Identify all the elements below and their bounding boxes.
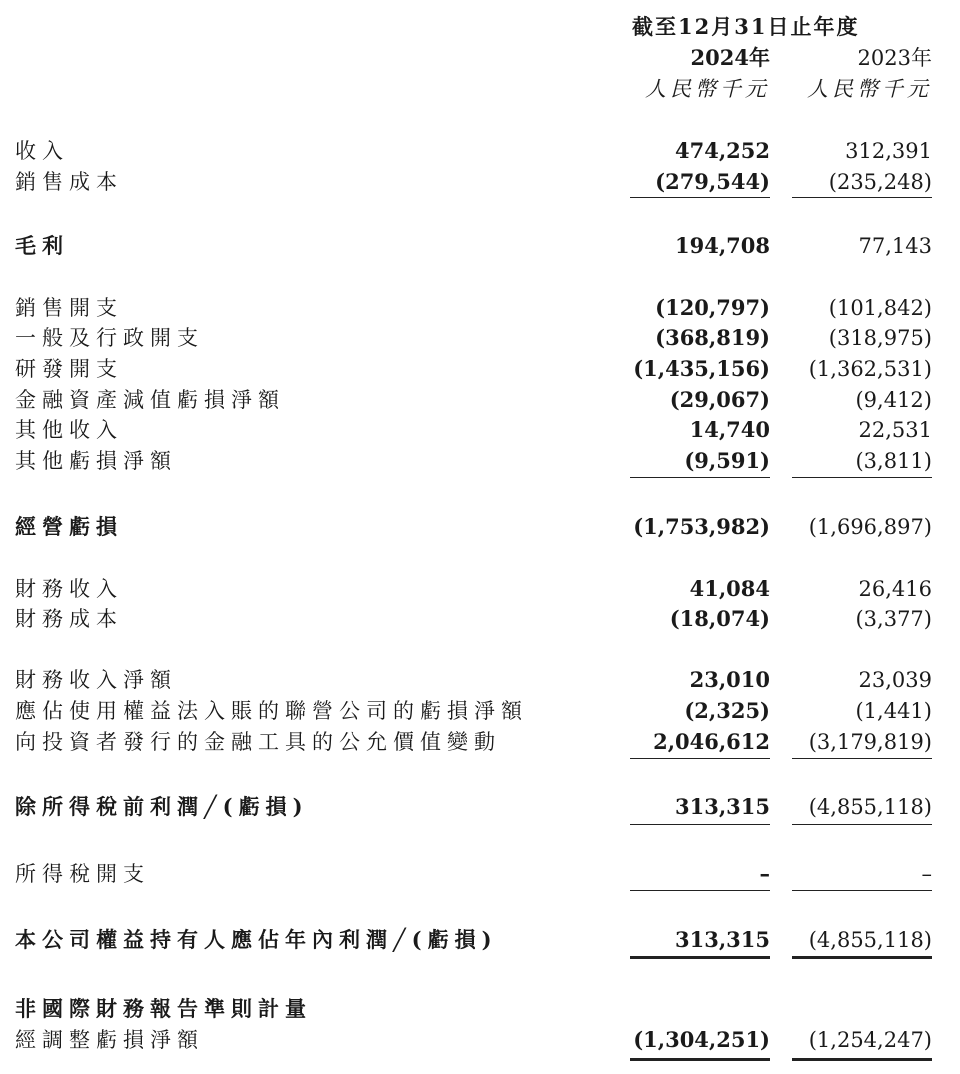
row-label: 金融資產減值虧損淨額	[15, 388, 285, 412]
value-2024: (2,325)	[684, 698, 770, 723]
value-2023: 23,039	[858, 668, 932, 692]
value-2023: (1,696,897)	[808, 515, 932, 539]
row-gross-profit	[0, 231, 960, 261]
value-2023: (3,377)	[855, 607, 932, 631]
subtotal-rule-2023	[792, 824, 932, 825]
value-2024: 14,740	[689, 417, 770, 442]
value-2024: 41,084	[689, 576, 770, 601]
value-2023: (3,179,819)	[808, 730, 932, 754]
value-2024: –	[759, 861, 770, 886]
row-label: 經調整虧損淨額	[15, 1028, 204, 1052]
row-adjusted-net-loss	[0, 1025, 960, 1055]
subtotal-rule-2024	[630, 758, 770, 759]
value-2024: (1,304,251)	[633, 1027, 770, 1052]
row-net-finance-income	[0, 665, 960, 695]
row-label: 其他收入	[15, 418, 123, 442]
row-label: 非國際財務報告準則計量	[15, 996, 312, 1021]
row-label: 所得稅開支	[15, 862, 150, 886]
value-2024: (120,797)	[655, 295, 770, 320]
value-2023: (3,811)	[855, 449, 932, 473]
row-rnd-expenses	[0, 354, 960, 384]
row-label: 本公司權益持有人應佔年內利潤╱(虧損)	[15, 927, 498, 952]
subtotal-rule-2024	[630, 477, 770, 478]
value-2023: (1,362,531)	[808, 357, 932, 381]
row-finance-costs	[0, 604, 960, 634]
row-selling-expenses	[0, 293, 960, 323]
total-rule-2023	[792, 1058, 932, 1061]
value-2023: –	[921, 862, 932, 886]
subtotal-rule-2023	[792, 758, 932, 759]
value-2024: (368,819)	[655, 325, 770, 350]
value-2023: (235,248)	[828, 170, 932, 194]
row-admin-expenses	[0, 323, 960, 353]
value-2023: (1,254,247)	[808, 1028, 932, 1052]
row-other-losses	[0, 446, 960, 476]
row-label: 銷售開支	[15, 296, 123, 320]
value-2024: (29,067)	[669, 387, 770, 412]
row-finance-income	[0, 574, 960, 604]
subtotal-rule-2024	[630, 197, 770, 198]
value-2023: (1,441)	[855, 699, 932, 723]
value-2023: (4,855,118)	[808, 795, 932, 819]
row-label: 毛利	[15, 233, 69, 258]
row-profit-before-tax	[0, 792, 960, 822]
row-label: 其他虧損淨額	[15, 449, 177, 473]
subtotal-rule-2023	[792, 197, 932, 198]
value-2024: 23,010	[689, 667, 770, 692]
value-2023: 312,391	[845, 139, 932, 163]
row-impairment-losses	[0, 385, 960, 415]
row-label: 財務收入淨額	[15, 668, 177, 692]
row-label: 財務成本	[15, 607, 123, 631]
row-fair-value-changes	[0, 727, 960, 757]
value-2024: (18,074)	[669, 606, 770, 631]
value-2024: 194,708	[675, 233, 770, 258]
period-header: 截至12月31日止年度	[632, 14, 860, 39]
year-2024-header: 2024年	[690, 45, 770, 70]
value-2024: 313,315	[675, 794, 770, 819]
year-2023-header: 2023年	[857, 46, 932, 70]
row-label: 一般及行政開支	[15, 326, 204, 350]
subtotal-rule-2024	[630, 824, 770, 825]
currency-2023-header: 人民幣千元	[807, 77, 932, 101]
currency-2024-header: 人民幣千元	[645, 77, 770, 101]
value-2023: (9,412)	[855, 388, 932, 412]
value-2024: 313,315	[675, 927, 770, 952]
subtotal-rule-2024	[630, 890, 770, 891]
value-2024: (1,435,156)	[633, 356, 770, 381]
row-operating-loss	[0, 512, 960, 542]
value-2023: 77,143	[858, 234, 932, 258]
row-label: 應佔使用權益法入賬的聯營公司的虧損淨額	[15, 699, 528, 723]
row-label: 經營虧損	[15, 514, 123, 539]
value-2023: 22,531	[858, 418, 932, 442]
value-2023: (101,842)	[828, 296, 932, 320]
row-label: 銷售成本	[15, 170, 123, 194]
row-revenue	[0, 136, 960, 166]
row-non-ifrs-heading	[0, 994, 960, 1024]
row-profit-for-year	[0, 925, 960, 955]
value-2024: 474,252	[675, 138, 770, 163]
row-income-tax	[0, 859, 960, 889]
subtotal-rule-2023	[792, 890, 932, 891]
value-2024: (279,544)	[655, 169, 770, 194]
total-rule-2024	[630, 1058, 770, 1061]
value-2023: (318,975)	[828, 326, 932, 350]
row-cost-of-sales	[0, 167, 960, 197]
row-label: 財務收入	[15, 577, 123, 601]
value-2023: (4,855,118)	[808, 928, 932, 952]
row-share-of-associates-losses	[0, 696, 960, 726]
subtotal-rule-2023	[792, 477, 932, 478]
total-rule-2023	[792, 956, 932, 959]
value-2024: (9,591)	[684, 448, 770, 473]
value-2024: 2,046,612	[653, 729, 770, 754]
row-label: 向投資者發行的金融工具的公允價值變動	[15, 730, 501, 754]
value-2024: (1,753,982)	[633, 514, 770, 539]
row-label: 除所得稅前利潤╱(虧損)	[15, 794, 309, 819]
value-2023: 26,416	[858, 577, 932, 601]
row-label: 收入	[15, 139, 69, 163]
row-label: 研發開支	[15, 357, 123, 381]
row-other-income	[0, 415, 960, 445]
total-rule-2024	[630, 956, 770, 959]
